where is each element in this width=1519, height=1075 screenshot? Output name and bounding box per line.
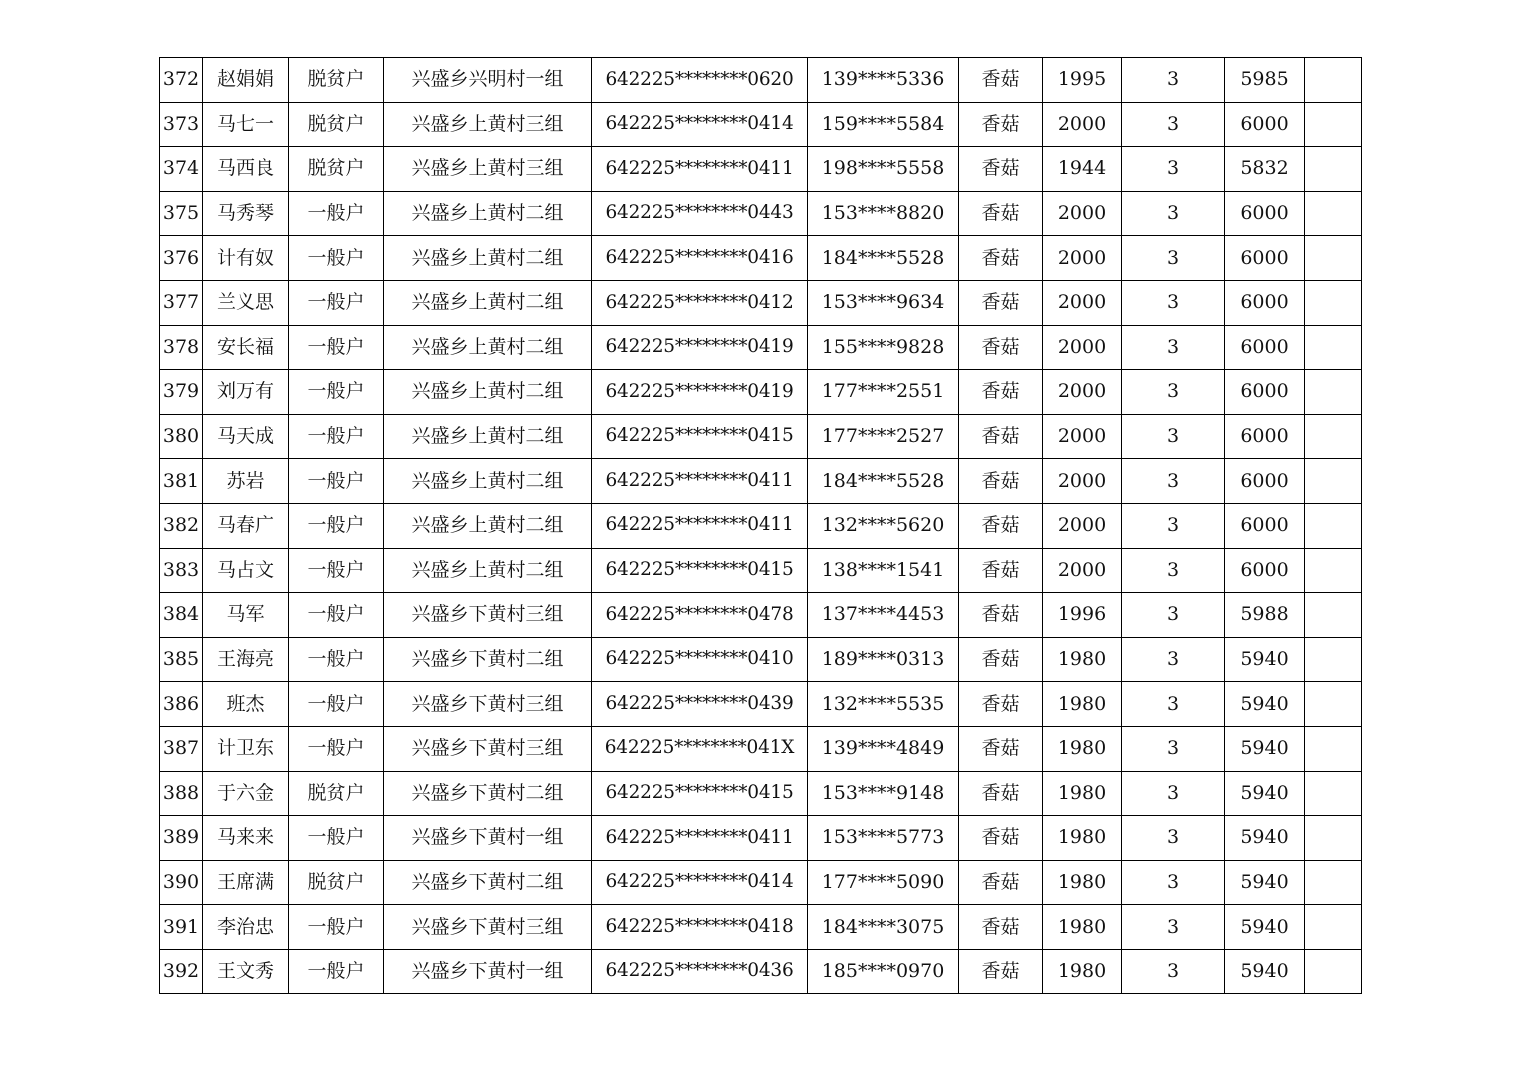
crop-cell: 香菇 [959,370,1043,415]
serial-cell: 385 [160,637,203,682]
amount-cell: 6000 [1225,102,1305,147]
id-number-cell: 642225********0410 [592,637,808,682]
amount-cell: 5940 [1225,949,1305,994]
amount-cell: 5940 [1225,682,1305,727]
address-cell: 兴盛乡上黄村二组 [384,414,592,459]
unit-price-cell: 3 [1122,414,1225,459]
phone-cell: 153****9148 [808,771,959,816]
amount-cell: 5940 [1225,816,1305,861]
quantity-cell: 1980 [1043,949,1122,994]
serial-cell: 375 [160,191,203,236]
unit-price-cell: 3 [1122,58,1225,103]
remark-cell [1305,548,1362,593]
household-type-cell: 一般户 [289,280,384,325]
unit-price-cell: 3 [1122,503,1225,548]
id-number-cell: 642225********0416 [592,236,808,281]
serial-cell: 380 [160,414,203,459]
record-table [159,57,1362,994]
table-row [160,58,1362,103]
quantity-cell: 2000 [1043,280,1122,325]
name-cell: 马七一 [203,102,289,147]
quantity-cell: 1980 [1043,905,1122,950]
household-type-cell: 一般户 [289,503,384,548]
table-row [160,816,1362,861]
table-row [160,593,1362,638]
household-type-cell: 脱贫户 [289,860,384,905]
address-cell: 兴盛乡上黄村二组 [384,236,592,281]
quantity-cell: 1980 [1043,771,1122,816]
unit-price-cell: 3 [1122,280,1225,325]
address-cell: 兴盛乡下黄村三组 [384,593,592,638]
table-row [160,771,1362,816]
amount-cell: 6000 [1225,280,1305,325]
name-cell: 马来来 [203,816,289,861]
serial-cell: 376 [160,236,203,281]
unit-price-cell: 3 [1122,147,1225,192]
address-cell: 兴盛乡下黄村三组 [384,905,592,950]
remark-cell [1305,637,1362,682]
remark-cell [1305,459,1362,504]
unit-price-cell: 3 [1122,771,1225,816]
crop-cell: 香菇 [959,325,1043,370]
name-cell: 马天成 [203,414,289,459]
table-row [160,860,1362,905]
unit-price-cell: 3 [1122,191,1225,236]
id-number-cell: 642225********0620 [592,58,808,103]
phone-cell: 132****5535 [808,682,959,727]
address-cell: 兴盛乡上黄村二组 [384,280,592,325]
name-cell: 赵娟娟 [203,58,289,103]
amount-cell: 5940 [1225,726,1305,771]
crop-cell: 香菇 [959,548,1043,593]
household-type-cell: 一般户 [289,459,384,504]
crop-cell: 香菇 [959,236,1043,281]
phone-cell: 184****5528 [808,459,959,504]
address-cell: 兴盛乡上黄村三组 [384,102,592,147]
phone-cell: 198****5558 [808,147,959,192]
remark-cell [1305,191,1362,236]
address-cell: 兴盛乡下黄村一组 [384,816,592,861]
table-body [160,58,1362,994]
crop-cell: 香菇 [959,459,1043,504]
phone-cell: 177****2527 [808,414,959,459]
remark-cell [1305,949,1362,994]
household-type-cell: 脱贫户 [289,771,384,816]
name-cell: 马军 [203,593,289,638]
name-cell: 马春广 [203,503,289,548]
id-number-cell: 642225********041X [592,726,808,771]
quantity-cell: 1980 [1043,860,1122,905]
phone-cell: 189****0313 [808,637,959,682]
household-type-cell: 脱贫户 [289,147,384,192]
id-number-cell: 642225********0415 [592,771,808,816]
name-cell: 于六金 [203,771,289,816]
id-number-cell: 642225********0418 [592,905,808,950]
table-row [160,682,1362,727]
crop-cell: 香菇 [959,949,1043,994]
crop-cell: 香菇 [959,58,1043,103]
phone-cell: 139****5336 [808,58,959,103]
table-row [160,102,1362,147]
phone-cell: 159****5584 [808,102,959,147]
address-cell: 兴盛乡下黄村三组 [384,682,592,727]
household-type-cell: 一般户 [289,726,384,771]
name-cell: 计有奴 [203,236,289,281]
id-number-cell: 642225********0411 [592,459,808,504]
address-cell: 兴盛乡上黄村二组 [384,325,592,370]
amount-cell: 5940 [1225,771,1305,816]
serial-cell: 378 [160,325,203,370]
quantity-cell: 2000 [1043,236,1122,281]
name-cell: 王席满 [203,860,289,905]
quantity-cell: 2000 [1043,548,1122,593]
address-cell: 兴盛乡上黄村二组 [384,370,592,415]
address-cell: 兴盛乡上黄村三组 [384,147,592,192]
phone-cell: 184****3075 [808,905,959,950]
quantity-cell: 1980 [1043,682,1122,727]
table-row [160,414,1362,459]
address-cell: 兴盛乡下黄村三组 [384,726,592,771]
table-row [160,236,1362,281]
household-type-cell: 一般户 [289,236,384,281]
crop-cell: 香菇 [959,771,1043,816]
remark-cell [1305,726,1362,771]
amount-cell: 6000 [1225,459,1305,504]
phone-cell: 177****5090 [808,860,959,905]
remark-cell [1305,860,1362,905]
address-cell: 兴盛乡上黄村二组 [384,191,592,236]
remark-cell [1305,280,1362,325]
household-type-cell: 一般户 [289,816,384,861]
serial-cell: 379 [160,370,203,415]
amount-cell: 6000 [1225,191,1305,236]
amount-cell: 5988 [1225,593,1305,638]
remark-cell [1305,236,1362,281]
name-cell: 马西良 [203,147,289,192]
address-cell: 兴盛乡下黄村一组 [384,949,592,994]
remark-cell [1305,503,1362,548]
quantity-cell: 1980 [1043,637,1122,682]
quantity-cell: 2000 [1043,102,1122,147]
serial-cell: 377 [160,280,203,325]
id-number-cell: 642225********0414 [592,860,808,905]
address-cell: 兴盛乡下黄村二组 [384,860,592,905]
name-cell: 苏岩 [203,459,289,504]
amount-cell: 5940 [1225,905,1305,950]
serial-cell: 373 [160,102,203,147]
name-cell: 刘万有 [203,370,289,415]
remark-cell [1305,147,1362,192]
address-cell: 兴盛乡下黄村二组 [384,637,592,682]
id-number-cell: 642225********0478 [592,593,808,638]
serial-cell: 372 [160,58,203,103]
amount-cell: 6000 [1225,325,1305,370]
crop-cell: 香菇 [959,726,1043,771]
quantity-cell: 2000 [1043,459,1122,504]
serial-cell: 382 [160,503,203,548]
remark-cell [1305,593,1362,638]
name-cell: 马占文 [203,548,289,593]
unit-price-cell: 3 [1122,949,1225,994]
name-cell: 王文秀 [203,949,289,994]
crop-cell: 香菇 [959,414,1043,459]
remark-cell [1305,58,1362,103]
id-number-cell: 642225********0436 [592,949,808,994]
household-type-cell: 一般户 [289,191,384,236]
unit-price-cell: 3 [1122,548,1225,593]
serial-cell: 381 [160,459,203,504]
serial-cell: 374 [160,147,203,192]
quantity-cell: 2000 [1043,370,1122,415]
unit-price-cell: 3 [1122,637,1225,682]
quantity-cell: 2000 [1043,503,1122,548]
table-row [160,637,1362,682]
phone-cell: 184****5528 [808,236,959,281]
crop-cell: 香菇 [959,905,1043,950]
phone-cell: 138****1541 [808,548,959,593]
name-cell: 班杰 [203,682,289,727]
crop-cell: 香菇 [959,102,1043,147]
amount-cell: 6000 [1225,370,1305,415]
remark-cell [1305,905,1362,950]
serial-cell: 390 [160,860,203,905]
remark-cell [1305,102,1362,147]
phone-cell: 177****2551 [808,370,959,415]
phone-cell: 153****8820 [808,191,959,236]
table-row [160,325,1362,370]
table-row [160,949,1362,994]
crop-cell: 香菇 [959,593,1043,638]
address-cell: 兴盛乡上黄村二组 [384,503,592,548]
address-cell: 兴盛乡下黄村二组 [384,771,592,816]
quantity-cell: 1996 [1043,593,1122,638]
phone-cell: 139****4849 [808,726,959,771]
id-number-cell: 642225********0439 [592,682,808,727]
table-row [160,191,1362,236]
amount-cell: 6000 [1225,236,1305,281]
unit-price-cell: 3 [1122,325,1225,370]
unit-price-cell: 3 [1122,370,1225,415]
household-type-cell: 一般户 [289,593,384,638]
amount-cell: 6000 [1225,503,1305,548]
id-number-cell: 642225********0411 [592,147,808,192]
unit-price-cell: 3 [1122,236,1225,281]
id-number-cell: 642225********0414 [592,102,808,147]
household-type-cell: 一般户 [289,325,384,370]
unit-price-cell: 3 [1122,459,1225,504]
unit-price-cell: 3 [1122,860,1225,905]
table-row [160,726,1362,771]
quantity-cell: 1980 [1043,726,1122,771]
crop-cell: 香菇 [959,280,1043,325]
serial-cell: 383 [160,548,203,593]
id-number-cell: 642225********0411 [592,816,808,861]
amount-cell: 5940 [1225,860,1305,905]
unit-price-cell: 3 [1122,816,1225,861]
name-cell: 马秀琴 [203,191,289,236]
crop-cell: 香菇 [959,637,1043,682]
serial-cell: 384 [160,593,203,638]
quantity-cell: 1944 [1043,147,1122,192]
remark-cell [1305,771,1362,816]
phone-cell: 153****9634 [808,280,959,325]
serial-cell: 387 [160,726,203,771]
amount-cell: 6000 [1225,414,1305,459]
name-cell: 计卫东 [203,726,289,771]
amount-cell: 5985 [1225,58,1305,103]
household-type-cell: 一般户 [289,682,384,727]
household-type-cell: 脱贫户 [289,102,384,147]
remark-cell [1305,370,1362,415]
phone-cell: 185****0970 [808,949,959,994]
unit-price-cell: 3 [1122,905,1225,950]
table-row [160,905,1362,950]
quantity-cell: 1980 [1043,816,1122,861]
remark-cell [1305,682,1362,727]
crop-cell: 香菇 [959,682,1043,727]
name-cell: 王海亮 [203,637,289,682]
household-type-cell: 一般户 [289,905,384,950]
id-number-cell: 642225********0419 [592,325,808,370]
crop-cell: 香菇 [959,503,1043,548]
id-number-cell: 642225********0412 [592,280,808,325]
household-type-cell: 一般户 [289,414,384,459]
id-number-cell: 642225********0411 [592,503,808,548]
amount-cell: 6000 [1225,548,1305,593]
quantity-cell: 1995 [1043,58,1122,103]
id-number-cell: 642225********0443 [592,191,808,236]
crop-cell: 香菇 [959,191,1043,236]
table-row [160,459,1362,504]
phone-cell: 155****9828 [808,325,959,370]
unit-price-cell: 3 [1122,682,1225,727]
amount-cell: 5940 [1225,637,1305,682]
id-number-cell: 642225********0419 [592,370,808,415]
unit-price-cell: 3 [1122,593,1225,638]
phone-cell: 137****4453 [808,593,959,638]
table-row [160,280,1362,325]
address-cell: 兴盛乡上黄村二组 [384,548,592,593]
table-row [160,370,1362,415]
unit-price-cell: 3 [1122,102,1225,147]
address-cell: 兴盛乡兴明村一组 [384,58,592,103]
quantity-cell: 2000 [1043,191,1122,236]
crop-cell: 香菇 [959,860,1043,905]
serial-cell: 388 [160,771,203,816]
household-type-cell: 一般户 [289,637,384,682]
quantity-cell: 2000 [1043,325,1122,370]
serial-cell: 392 [160,949,203,994]
address-cell: 兴盛乡上黄村二组 [384,459,592,504]
household-type-cell: 一般户 [289,949,384,994]
id-number-cell: 642225********0415 [592,548,808,593]
name-cell: 安长福 [203,325,289,370]
serial-cell: 386 [160,682,203,727]
household-type-cell: 一般户 [289,370,384,415]
phone-cell: 153****5773 [808,816,959,861]
unit-price-cell: 3 [1122,726,1225,771]
household-type-cell: 一般户 [289,548,384,593]
crop-cell: 香菇 [959,147,1043,192]
id-number-cell: 642225********0415 [592,414,808,459]
household-type-cell: 脱贫户 [289,58,384,103]
crop-cell: 香菇 [959,816,1043,861]
remark-cell [1305,414,1362,459]
name-cell: 李治忠 [203,905,289,950]
table-row [160,548,1362,593]
table-row [160,503,1362,548]
remark-cell [1305,325,1362,370]
serial-cell: 391 [160,905,203,950]
name-cell: 兰义思 [203,280,289,325]
quantity-cell: 2000 [1043,414,1122,459]
remark-cell [1305,816,1362,861]
table-row [160,147,1362,192]
serial-cell: 389 [160,816,203,861]
phone-cell: 132****5620 [808,503,959,548]
amount-cell: 5832 [1225,147,1305,192]
